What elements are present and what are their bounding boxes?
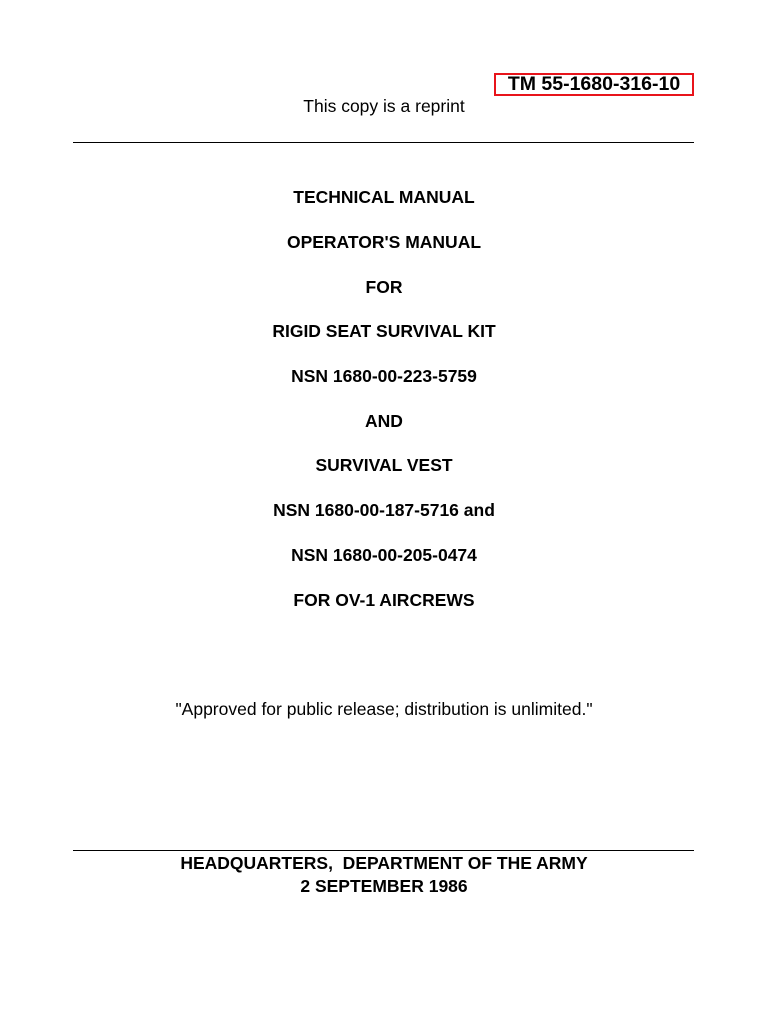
title-nsn-vest-1: NSN 1680-00-187-5716 and bbox=[273, 500, 495, 520]
headquarters-line: HEADQUARTERS, DEPARTMENT OF THE ARMY bbox=[180, 853, 588, 873]
reprint-note: This copy is a reprint bbox=[303, 96, 465, 116]
title-technical-manual: TECHNICAL MANUAL bbox=[293, 187, 475, 207]
tm-number-box: TM 55-1680-316-10 bbox=[494, 73, 694, 96]
title-for: FOR bbox=[365, 277, 403, 297]
title-and: AND bbox=[365, 411, 403, 431]
title-nsn-survival-kit: NSN 1680-00-223-5759 bbox=[291, 366, 477, 386]
title-operators-manual: OPERATOR'S MANUAL bbox=[286, 232, 482, 252]
title-for-ov1-aircrews: FOR OV-1 AIRCREWS bbox=[293, 590, 475, 610]
distribution-statement: "Approved for public release; distribution is unlimited." bbox=[175, 699, 593, 719]
title-nsn-vest-2: NSN 1680-00-205-0474 bbox=[291, 545, 477, 565]
top-divider bbox=[73, 142, 694, 143]
bottom-divider bbox=[73, 850, 694, 851]
title-survival-vest: SURVIVAL VEST bbox=[315, 455, 453, 475]
publication-date: 2 SEPTEMBER 1986 bbox=[300, 876, 468, 896]
title-rigid-seat-survival-kit: RIGID SEAT SURVIVAL KIT bbox=[272, 321, 496, 341]
